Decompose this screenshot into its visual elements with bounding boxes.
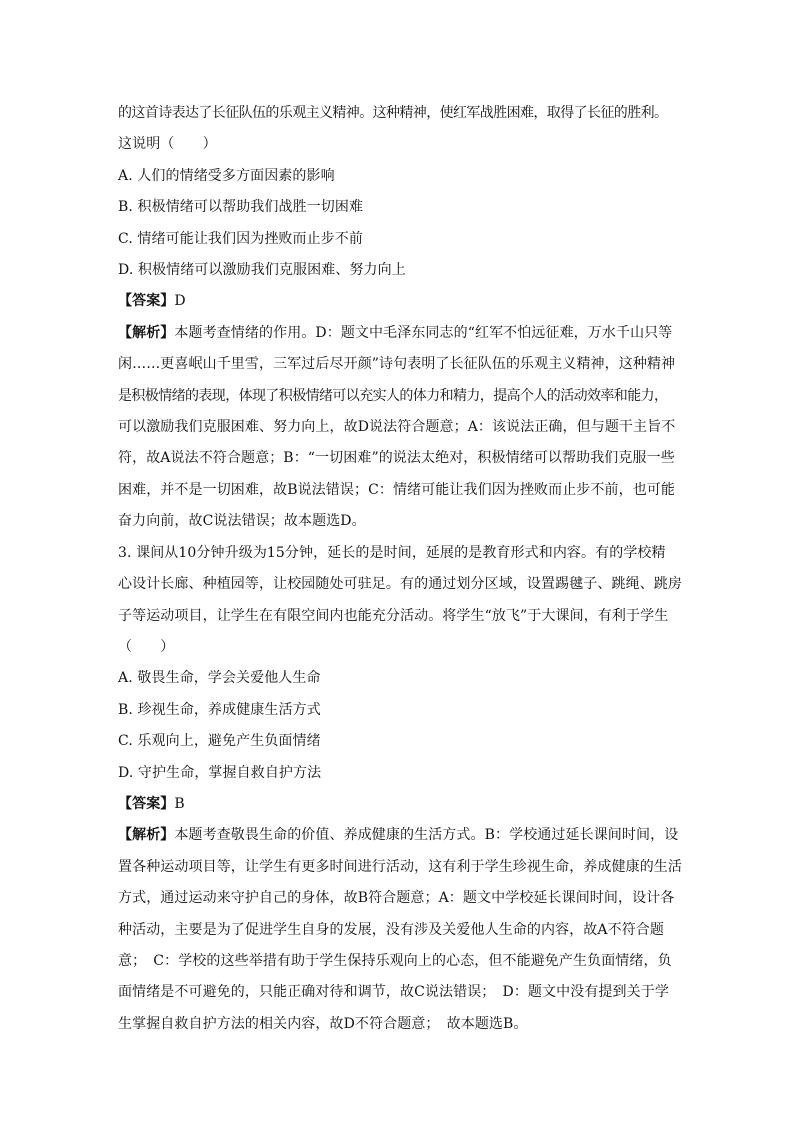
question-3-stem bbox=[118, 538, 684, 664]
question-3-stem-line: 3. 课间从10分钟升级为15分钟，延长的是时间，延展的是教育形式和内容。有的学校精 bbox=[118, 544, 666, 561]
analysis-line: 本题考查情绪的作用。D：题文中毛泽东同志的“红军不怕远征难，万水千山只等 bbox=[174, 324, 673, 341]
question-3-answer bbox=[118, 789, 684, 820]
analysis-label: 【解析】 bbox=[118, 324, 175, 341]
question-3-stem-line: （ ） bbox=[118, 638, 175, 655]
answer-label: 【答案】 bbox=[118, 293, 175, 310]
question-3-options bbox=[118, 663, 684, 789]
question-3-option-b: B. 珍视生命，养成健康生活方式 bbox=[118, 701, 321, 718]
question-3-option-c: C. 乐观向上，避免产生负面情绪 bbox=[118, 733, 321, 750]
question-3-stem-line: 心设计长廊、种植园等，让校园随处可驻足。有的通过划分区域，设置踢毽子、跳绳、跳房 bbox=[118, 576, 682, 593]
document-content bbox=[118, 98, 684, 1040]
answer-value: B bbox=[174, 795, 185, 812]
analysis-line: 方式，通过运动来守护自己的身体，故B符合题意；A：题文中学校延长课间时间，设计各 bbox=[118, 890, 675, 907]
question-2-stem-line: 的这首诗表达了长征队伍的乐观主义精神。这种精神，使红军战胜困难，取得了长征的胜利。 bbox=[118, 105, 668, 121]
question-2-option-d: D. 积极情绪可以激励我们克服困难、努力向上 bbox=[118, 262, 406, 279]
analysis-line: 置各种运动项目等，让学生有更多时间进行活动，这有利于学生珍视生命，养成健康的生活 bbox=[118, 858, 682, 875]
question-2-stem bbox=[118, 98, 684, 161]
question-2-options bbox=[118, 161, 684, 287]
analysis-line: 符，故A说法不符合题意；B：“一切困难”的说法太绝对，积极情绪可以帮助我们克服一些 bbox=[118, 450, 675, 467]
analysis-line: 意； C：学校的这些举措有助于学生保持乐观向上的心态，但不能避免产生负面情绪，负 bbox=[118, 952, 672, 969]
analysis-line: 奋力向前，故C说法错误；故本题选D。 bbox=[118, 513, 366, 530]
question-2-option-c: C. 情绪可能让我们因为挫败而止步不前 bbox=[118, 230, 364, 247]
question-3-option-d: D. 守护生命，掌握自救自护方法 bbox=[118, 764, 322, 781]
question-3-analysis bbox=[118, 820, 684, 1040]
analysis-line: 是积极情绪的表现，体现了积极情绪可以充实人的体力和精力，提高个人的活动效率和能力， bbox=[118, 387, 668, 404]
analysis-label: 【解析】 bbox=[118, 827, 175, 844]
question-2-stem-line: 这说明（ ） bbox=[118, 136, 217, 153]
analysis-line: 闲……更喜岷山千里雪，三军过后尽开颜”诗句表明了长征队伍的乐观主义精神，这种精神 bbox=[118, 356, 676, 373]
analysis-line: 种活动，主要是为了促进学生自身的发展，没有涉及关爱他人生命的内容，故A不符合题 bbox=[118, 921, 665, 938]
question-2-option-b: B. 积极情绪可以帮助我们战胜一切困难 bbox=[118, 199, 364, 216]
question-3-stem-line: 子等运动项目，让学生在有限空间内也能充分活动。将学生“放飞”于大课间，有利于学生 bbox=[118, 607, 669, 624]
question-2-option-a: A. 人们的情绪受多方面因素的影响 bbox=[118, 167, 335, 184]
answer-value: D bbox=[174, 293, 186, 310]
analysis-line: 生掌握自救自护方法的相关内容，故D不符合题意； 故本题选B。 bbox=[118, 1015, 528, 1032]
answer-label: 【答案】 bbox=[118, 795, 175, 812]
analysis-line: 困难，并不是一切困难，故B说法错误；C：情绪可能让我们因为挫败而止步不前，也可能 bbox=[118, 481, 675, 498]
analysis-line: 可以激励我们克服困难、努力向上，故D说法符合题意；A：该说法正确，但与题干主旨不 bbox=[118, 419, 676, 436]
question-3-option-a: A. 敬畏生命，学会关爱他人生命 bbox=[118, 670, 321, 687]
analysis-line: 面情绪是不可避免的，只能正确对待和调节，故C说法错误； D：题文中没有提到关于学 bbox=[118, 984, 669, 1001]
analysis-line: 本题考查敬畏生命的价值、养成健康的生活方式。B：学校通过延长课间时间，设 bbox=[174, 827, 679, 844]
question-2-answer bbox=[118, 286, 684, 317]
question-2-analysis bbox=[118, 318, 684, 538]
